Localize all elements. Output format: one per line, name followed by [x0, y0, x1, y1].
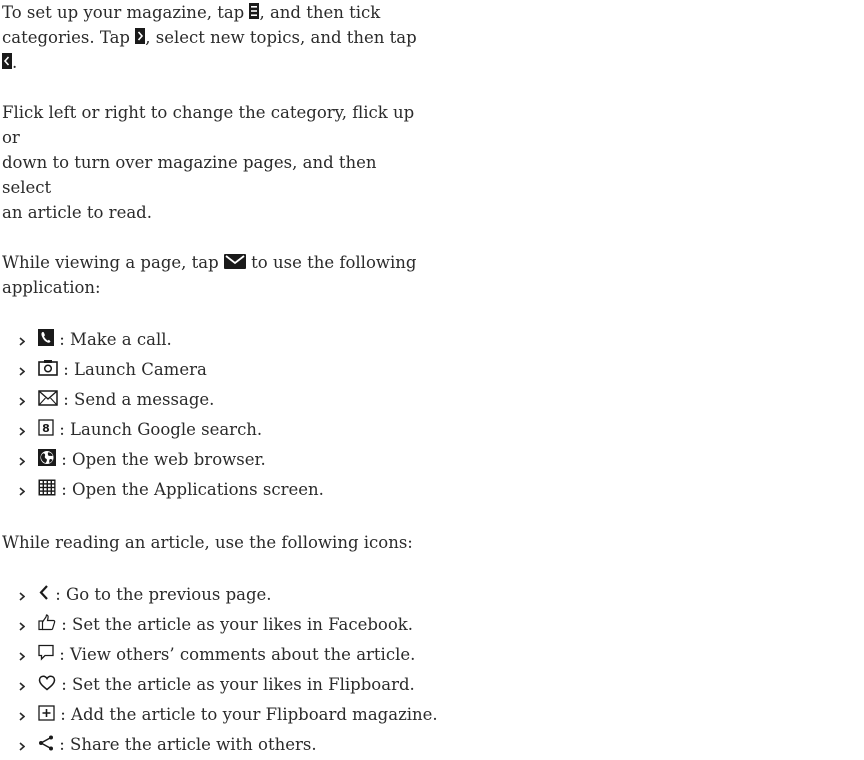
setup-text-5: . [12, 53, 18, 72]
bullet-chevron-icon [19, 640, 29, 670]
list-item: : Go to the previous page. [2, 580, 422, 610]
viewing-text-2: to use the following [245, 253, 417, 272]
page-apps-list [2, 325, 422, 505]
list-item: 8 : Launch Google search. [2, 415, 422, 445]
bullet-chevron-icon [19, 580, 29, 610]
next-arrow-icon [135, 28, 145, 44]
setup-text-4: , select new topics, and then tap [145, 28, 417, 47]
bullet-chevron-icon [19, 385, 29, 415]
bullet-chevron-icon [19, 670, 29, 700]
list-item: : Set the article as your likes in Flipboard. [2, 670, 422, 700]
phone-icon [38, 329, 54, 346]
add-box-icon [38, 705, 55, 721]
viewing-text-3: application: [2, 278, 101, 297]
thumbs-up-icon [38, 614, 56, 631]
envelope-menu-icon [224, 254, 246, 269]
bullet-chevron-icon [19, 730, 29, 760]
viewing-paragraph [2, 250, 422, 300]
setup-text-2: , and then tick [259, 3, 381, 22]
google-icon [38, 419, 54, 436]
svg-text:8: 8 [42, 422, 50, 435]
list-item: : Send a message. [2, 385, 422, 415]
bullet-chevron-icon [19, 610, 29, 640]
done-back-icon [2, 53, 12, 69]
share-icon [38, 735, 54, 751]
menu-icon [249, 3, 259, 19]
bullet-chevron-icon [19, 325, 29, 355]
article-heading: While reading an article, use the following icons: [2, 533, 413, 552]
globe-icon [38, 449, 56, 466]
bullet-chevron-icon [19, 475, 29, 505]
comment-icon [38, 644, 54, 661]
list-item: : Set the article as your likes in Facebook. [2, 610, 422, 640]
setup-paragraph [2, 0, 422, 75]
list-item: : Make a call. [2, 325, 422, 355]
manual-page [2, 0, 438, 760]
navigation-line-3: an article to read. [2, 203, 152, 222]
list-item: : Open the Applications screen. [2, 475, 422, 505]
navigation-line-2: down to turn over magazine pages, and then select [2, 153, 377, 197]
list-item: : Open the web browser. [2, 445, 422, 475]
setup-text-1: To set up your magazine, tap [2, 3, 250, 22]
bullet-chevron-icon [19, 700, 29, 730]
list-item: : View others’ comments about the article. [2, 640, 422, 670]
back-arrow-icon [38, 584, 50, 601]
bullet-chevron-icon [19, 355, 29, 385]
message-icon [38, 390, 58, 406]
list-item: : Share the article with others. [2, 730, 422, 760]
setup-text-3: categories. Tap [2, 28, 136, 47]
viewing-text-1: While viewing a page, tap [2, 253, 224, 272]
apps-grid-icon [38, 479, 56, 496]
list-item: : Launch Camera [2, 355, 422, 385]
heart-icon [38, 675, 56, 691]
article-icons-list [2, 580, 438, 760]
navigation-paragraph [2, 100, 422, 225]
camera-icon [38, 359, 58, 376]
list-item: : Add the article to your Flipboard magazine. [2, 700, 422, 730]
bullet-chevron-icon [19, 415, 29, 445]
bullet-chevron-icon [19, 445, 29, 475]
navigation-line-1: Flick left or right to change the category, flick up or [2, 103, 415, 147]
